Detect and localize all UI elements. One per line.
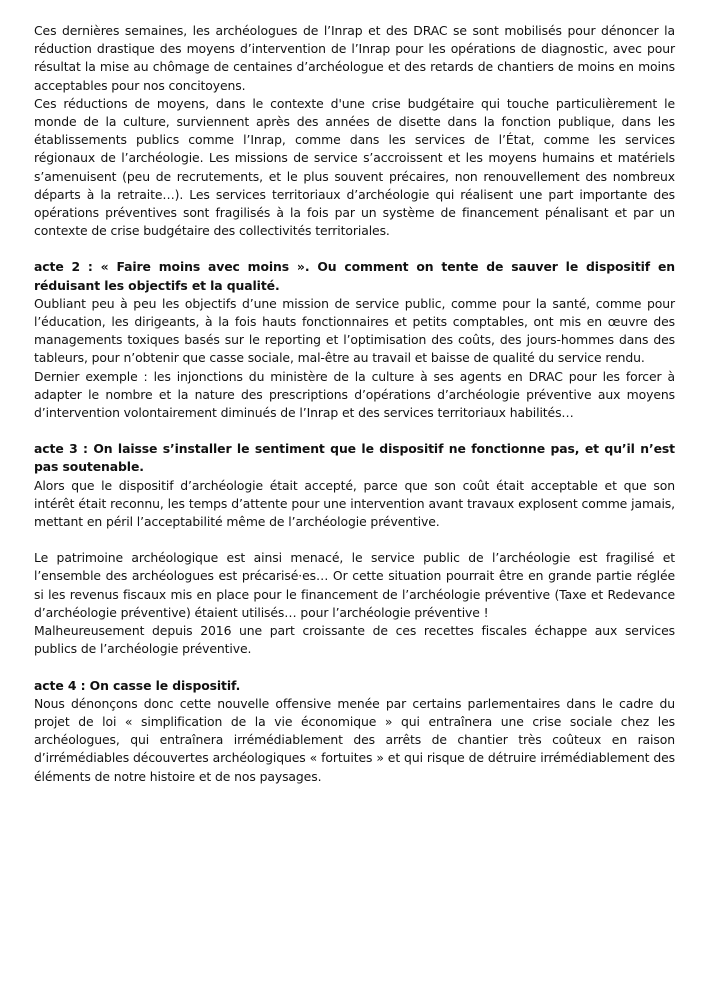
fiscal-paragraph: Malheureusement depuis 2016 une part croissante de ces recettes fiscales échappe aux services publics de l’archéologie préventive. [34,623,675,657]
acte-3-paragraph: Alors que le dispositif d’archéologie était accepté, parce que son coût était acceptable et que son intérêt était reconnu, les temps d’attente pour une intervention avant travaux explosent comme jamais, mettant en péril l’acceptabilité même de l’archéologie préventive. [34,477,675,530]
acte-4-heading: acte 4 : On casse le dispositif. [34,677,241,693]
acte-4-paragraph: Nous dénonçons donc cette nouvelle offensive menée par certains parlementaires dans le cadre du projet de loi « simplification de la vie économique » qui entraînera une crise sociale chez les archéologues, qui entraînera irrémédiablement des arrêts de chantier très coûteux en raison d’irrémédiables découvertes archéologiques « fortuites » et qui risque de détruire irrémédiablement des éléments de notre histoire et de nos paysages. [34,695,675,784]
acte-2-example-paragraph: Dernier exemple : les injonctions du ministère de la culture à ses agents en DRAC pour les forcer à adapter le nombre et la nature des prescriptions d’opérations d’archéologie préventive aux moyens d’intervention volontairement diminués de l’Inrap et des services territoriaux habilités… [34,368,675,421]
spacer [34,422,675,440]
intro-paragraph: Ces dernières semaines, les archéologues de l’Inrap et des DRAC se sont mobilisés pour dénoncer la réduction drastique des moyens d’intervention de l’Inrap pour les opérations de diagnostic, avec pour résultat la mise au chômage de centaines d’archéologue et des retards de chantiers de moins en moins acceptables pour nos concitoyens. [34,23,675,93]
heritage-paragraph: Le patrimoine archéologique est ainsi menacé, le service public de l’archéologie est fragilisé et l’ensemble des archéologues est précarisé·es… Or cette situation pourrait être en grande partie réglée si les revenus fiscaux mis en place pour le financement de l’archéologie préventive (Taxe et Redevance d’archéologie préventive) étaient utilisés… pour l’archéologie préventive ! [34,550,675,620]
spacer [34,531,675,549]
acte-2-paragraph: Oubliant peu à peu les objectifs d’une mission de service public, comme pour la santé, comme pour l’éducation, les dirigeants, à la fois hauts fonctionnaires et petits comptables, ont mis en œuvre des managements toxiques basés sur le reporting et l’optimisation des coûts, des jours-hommes dans des tableurs, pour n’obtenir que casse sociale, mal-être au travail et baisse de qualité du service rendu. [34,295,675,366]
acte-3-heading: acte 3 : On laisse s’installer le sentiment que le dispositif ne fonctionne pas, et qu’il n’est pas soutenable. [34,441,675,475]
budget-context-paragraph: Ces réductions de moyens, dans le contexte d'une crise budgétaire qui touche particulièrement le monde de la culture, surviennent après des années de disette dans la fonction publique, dans les établissements publics comme l’Inrap, comme dans les services de l’État, comme les services régionaux de l’archéologie. Les missions de service s’accroissent et les moyens humains et matériels s’amenuisent (peu de recrutements, et le plus souvent précaires, non renouvellement des nombreux départs à la retraite…). Les services territoriaux d’archéologie qui réalisent une part importante des opérations préventives sont fragilisés à la fois par un système de financement pénalisant et par un contexte de crise budgétaire des collectivités territoriales. [34,95,675,239]
document-page [34,22,675,786]
acte-2-heading: acte 2 : « Faire moins avec moins ». Ou comment on tente de sauver le dispositif en réduisant les objectifs et la qualité. [34,259,675,293]
spacer [34,240,675,258]
spacer [34,659,675,677]
